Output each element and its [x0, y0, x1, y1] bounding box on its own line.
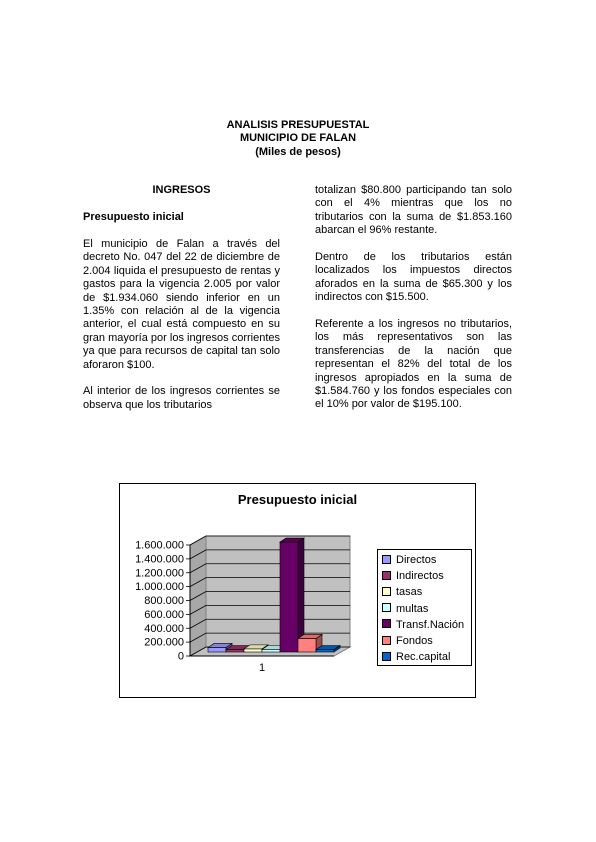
chart-y-tick-label: 1.400.000	[135, 553, 184, 566]
right-paragraph-3: Referente a los ingresos no tributarios, los más representativos son las transferencias de la nación que representan el 82% del total de los ingresos apropiados en la suma de $1.584.760 y los fondos especiales con el 10% por valor de $195.100.	[315, 318, 512, 411]
chart-bar	[226, 650, 244, 653]
chart-plot	[120, 484, 375, 684]
chart-y-tick-label: 0	[177, 650, 184, 663]
chart-bar	[280, 542, 298, 652]
legend-item	[382, 553, 436, 567]
legend-item	[382, 650, 450, 664]
legend-swatch	[382, 603, 391, 612]
chart-y-tick-label: 800.000	[144, 595, 184, 607]
chart-x-tick-label: 1	[258, 662, 266, 674]
chart-y-tick-label: 400.000	[144, 622, 184, 635]
legend-label: Directos	[396, 554, 437, 566]
legend-label: Rec.capital	[396, 651, 451, 664]
legend-item	[382, 634, 433, 648]
chart-bar	[262, 650, 280, 653]
chart-bar	[244, 649, 262, 652]
left-paragraph-2: Al interior de los ingresos corrientes se observa que los tributarios	[83, 385, 280, 411]
left-column	[83, 238, 280, 426]
legend-label: Transf.Nación	[396, 618, 465, 631]
chart-bar	[298, 638, 316, 652]
right-paragraph-1: totalizan $80.800 participando tan solo con el 4% mientras que los no tributarios con la suma de $1.853.160 abarcan el 96% restante.	[315, 184, 512, 237]
chart-frame	[119, 483, 476, 698]
legend-swatch	[382, 555, 391, 564]
section-heading-ingresos: INGRESOS	[152, 184, 211, 196]
subheading-presupuesto-inicial: Presupuesto inicial	[83, 211, 184, 223]
legend-label: Fondos	[396, 635, 433, 647]
right-paragraph-2: Dentro de los tributarios están localizados los impuestos directos aforados en la suma de $65.300 y los indirectos con $15.500.	[315, 251, 512, 304]
doc-title-line2: MUNICIPIO DE FALAN	[239, 132, 357, 144]
doc-title-line1: ANALISIS PRESUPUESTAL	[226, 119, 370, 131]
chart-title: Presupuesto inicial	[237, 492, 358, 507]
chart-bar	[208, 647, 226, 652]
legend-label: Indirectos	[396, 570, 444, 583]
legend-swatch	[382, 587, 391, 596]
legend-swatch	[382, 636, 391, 645]
legend-item	[382, 585, 422, 599]
legend-item	[382, 618, 464, 632]
doc-title-line3: (Miles de pesos)	[255, 146, 341, 158]
chart-y-tick-label: 200.000	[144, 636, 184, 649]
legend-label: tasas	[396, 586, 423, 599]
legend-label: multas	[396, 602, 429, 615]
legend-item	[382, 569, 444, 583]
legend-swatch	[382, 619, 391, 628]
right-column	[315, 184, 512, 425]
chart-legend	[377, 549, 472, 666]
legend-item	[382, 602, 428, 616]
chart-y-tick-label: 1.200.000	[135, 567, 184, 580]
legend-swatch	[382, 571, 391, 580]
left-paragraph-1: El municipio de Falan a través del decreto No. 047 del 22 de diciembre de 2.004 liquida el presupuesto de rentas y gastos para la vigencia 2.005 por valor de $1.934.060 siendo inferior en un 1.35% con relación al de la vigencia anterior, el cual está compuesto en su gran mayoría por los ingresos corrientes ya que para recursos de capital tan solo aforaron $100.	[83, 238, 280, 371]
chart-y-tick-label: 1.600.000	[135, 539, 184, 552]
chart-y-tick-label: 1.000.000	[135, 581, 184, 594]
legend-swatch	[382, 652, 391, 661]
chart-y-tick-label: 600.000	[144, 608, 184, 621]
chart-bar	[316, 650, 334, 653]
